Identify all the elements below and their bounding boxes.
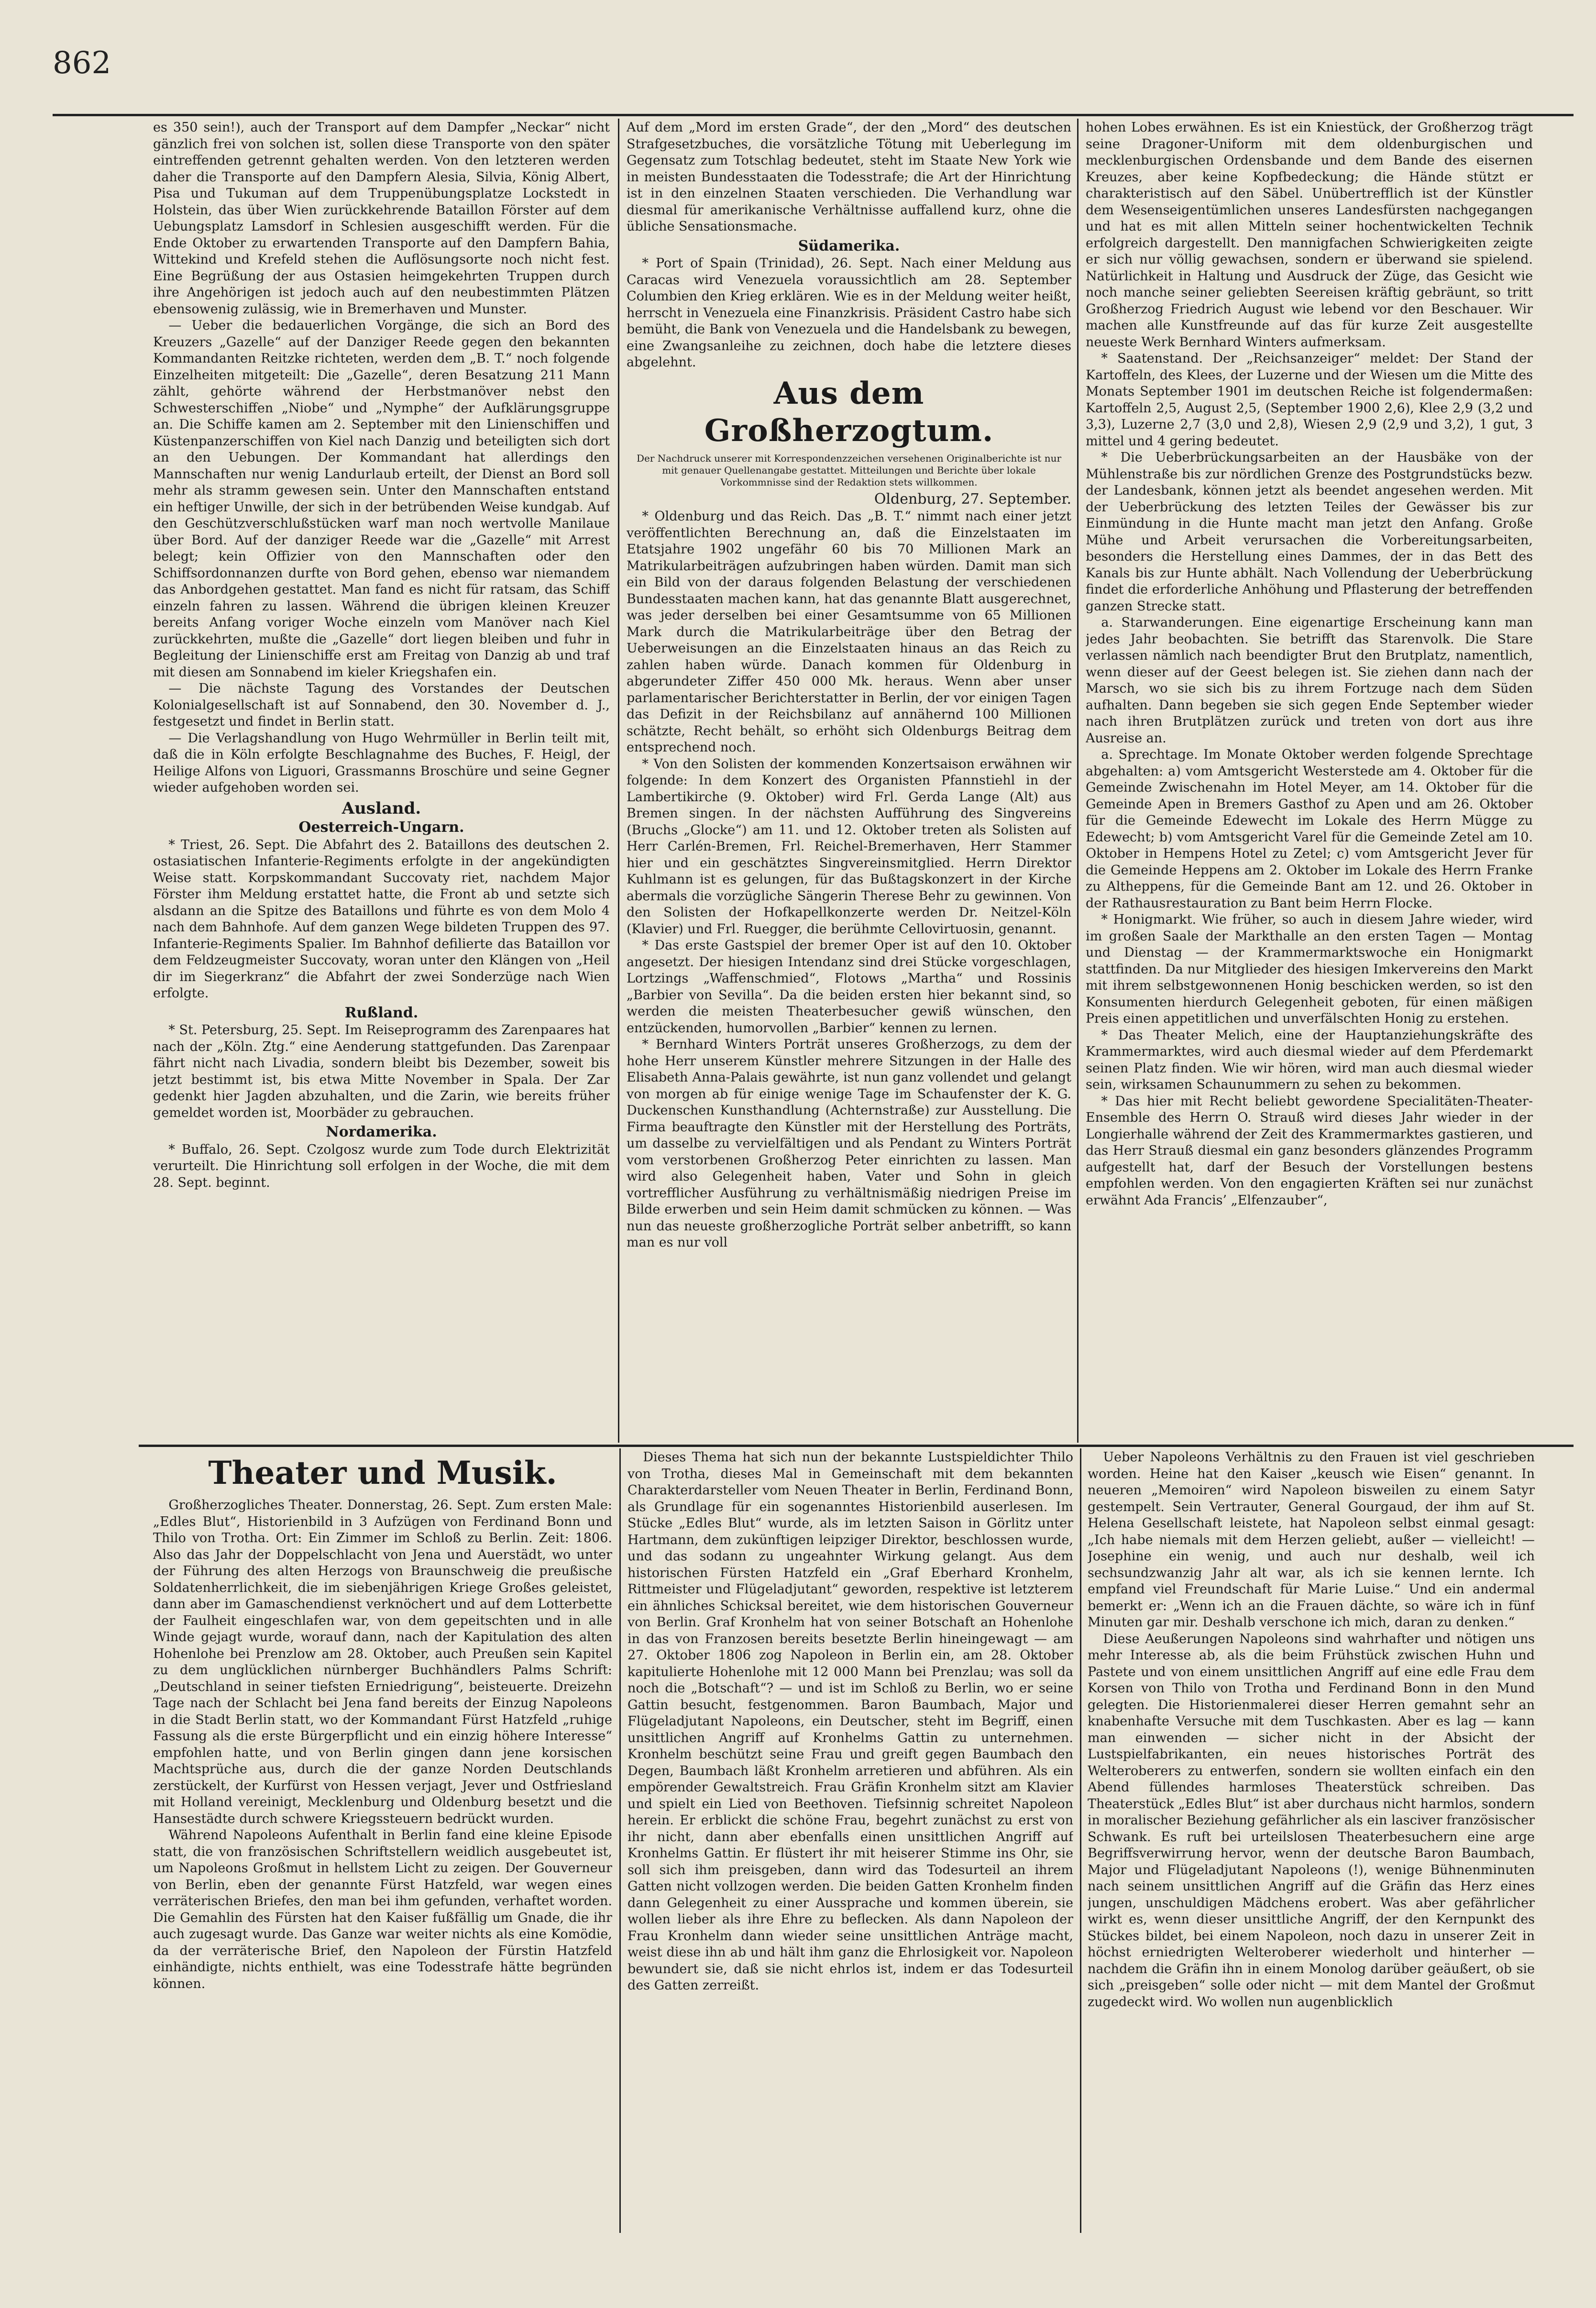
section-heading: Ausland. [341, 798, 421, 818]
article-text: Diese Aeußerungen Napoleons sind wahrhafter und nötigen uns mehr Interesse ab, als die beim Frühstück zwischen Huhn und Pastete und von einem unsittlichen Angriff auf eine edle Frau dem Korsen von Thilo von Trotha und Ferdinand Bonn in den Mund gelegten. Die Historienmalerei dieser Herren gemahnt sehr an knabenhafte Versuche mit dem Tuschkasten. Aber es lag — kann man einwenden — sicher nicht in der Absicht der Lustspielfabrikanten, ein neues historisches Porträt des Welteroberers zu entwerfen, sondern sie wollten einfach ein den Abend füllendes harmloses Theaterstück schreiben. Das Theaterstück „Edles Blut“ ist aber durchaus nicht harmlos, sondern in moralischer Beziehung gefährlicher als ein lasciver französischer Schwank. Es ruft bei urteilslosen Theaterbesuchern eine arge Begriffsverwirrung hervor, wenn der deutsche Baron Baumbach, Major und Flügeladjutant Napoleons (!), wenige Bühnenminuten nach seinem unsittlichen Angriff auf die Gräfin das Herz eines jungen, unschuldigen Mädchens erobert. Was aber gefährlicher wirkt es, wenn dieser unsittliche Angriff, der den Kernpunkt des Stückes bildet, bei einem Napoleon, noch dazu in unserer Zeit in höchst erniedrigten Welteroberer wiederholt und hinterher — nachdem die Gräfin ihn in einem Monolog darüber geäußert, ob sie sich „preisgeben“ solle oder nicht — mit dem Mantel der Großmut zugedeckt wird. Wo wollen nun augenblicklich [1088, 1631, 1535, 2010]
article-text: Dieses Thema hat sich nun der bekannte Lustspieldichter Thilo von Trotha, dieses Mal in Gemeinschaft mit dem bekannten Charakterdarsteller vom Neuen Theater in Berlin, Ferdinand Bonn, als Grundlage für ein sogenanntes Historienbild auserlesen. Im Stücke „Edles Blut“ wurde, als im letzten Saison in Görlitz unter Hartmann, dem zukünftigen leipziger Direktor, beschlossen wurde, und das sodann zu ungeahnter Wirkung gelangt. Aus dem historischen Fürsten Hatzfeld ein „Graf Eberhard Kronhelm, Rittmeister und Flügeladjutant“ geworden, respektive ist letzterem ein ähnliches Schicksal bereitet, wie dem historischen Gouverneur von Berlin. Graf Kronhelm hat von seiner Botschaft an Hohenlohe in das von Franzosen bereits besetzte Berlin hineingewagt — am 27. Oktober 1806 zog Napoleon in Berlin ein, am 28. Oktober kapitulierte Hohenlohe mit 12 000 Mann bei Prenzlau; was soll da noch die „Botschaft“? — und ist im Schloß zu Berlin, wo er seine Gattin besucht, festgenommen. Baron Baumbach, Major und Flügeladjutant Napoleons, ein Deutscher, steht im Begriff, einen unsittlichen Angriff auf Kronhelms Gattin zu unternehmen. Kronhelm beschützt seine Frau und greift gegen Baumbach den Degen, Baumbach läßt Kronhelm arretieren und abführen. Als ein empörender Gewaltstreich. Frau Gräfin Kronhelm sitzt am Klavier und spielt ein Lied von Beethoven. Tiefsinnig schreitet Napoleon herein. Er erblickt die schöne Frau, begehrt zunächst zu erst von ihr nicht, dann aber ebenfalls einen unsittlichen Angriff auf Kronhelms Gattin. Er flüstert ihr mit heiserer Stimme ins Ohr, sie soll sich ihm preisgeben, dann wird das Todesurteil an ihrem Gatten nicht vollzogen werden. Die beiden Gatten Kronhelm finden dann Gelegenheit zu einer Aussprache und kommen überein, sie wollen lieber als ihre Ehre zu beflecken. Als dann Napoleon der Frau Kronhelm dann wieder seine unsittlichen Anträge macht, weist diese ihn ab und hält ihm ganz die Ehrlosigkeit vor. Napoleon bewundert sie, daß sie nicht ehrlos ist, indem er das Todesurteil des Gatten zerreißt. [627, 1450, 1073, 1993]
news-item: * Die Ueberbrückungsarbeiten an der Hausbäke von der Mühlenstraße bis zur nördlichen Grenze des Postgrundstücks bezw. der Landesbank, können jetzt als beendet angesehen werden. Mit der Ueberbrückung des letzten Teiles der Gewässer bis zur Einmündung in die Hunte macht man jetzt den Anfang. Große Mühe und Arbeit verursachen die Vorbereitungsarbeiten, besonders die Herstellung eines Dammes, der in das Bett des Kanals bis zur Hunte abhält. Nach Vollendung der Ueberbrückung findet die erforderliche Anhöhung und Pflasterung der betreffenden ganzen Strecke statt. [1086, 450, 1533, 614]
news-item: * St. Petersburg, 25. Sept. Im Reiseprogramm des Zarenpaares hat nach der „Köln. Ztg.“ eine Aenderung stattgefunden. Das Zarenpaar fährt nicht nach Livadia, sondern bleibt bis Dezember, soweit bis jetzt bestimmt ist, bis etwa Mitte November in Spala. Der Zar gedenkt hier Jagden abzuhalten, und die Zarin, wie bereits früher gemeldet worden ist, Moorbäder zu gebrauchen. [153, 1023, 610, 1120]
bottom-column-2 [627, 1449, 1073, 2234]
subsection-heading: Oesterreich-Ungarn. [298, 819, 464, 836]
column-rule-bottom-2 [1080, 1448, 1081, 2233]
page-number: 862 [53, 45, 111, 81]
column-rule-bottom-1 [619, 1448, 621, 2233]
bottom-column-1 [153, 1449, 612, 2234]
news-item: a. Sprechtage. Im Monate Oktober werden folgende Sprechtage abgehalten: a) vom Amtsgericht Westerstede am 4. Oktober für die Gemeinde Zwischenahn im Hotel Meyer, am 14. Oktober für die Gemeinde Apen in Bremers Gasthof zu Apen und am 26. Oktober für die Gemeinde Edewecht im Lokale des Herrn Mügge zu Edewecht; b) vom Amtsgericht Varel für die Gemeinde Zetel am 10. Oktober in Hempens Hotel zu Zetel; c) vom Amtsgericht Jever für die Gemeinde Heppens am 2. Oktober im Lokale des Herrn Franke zu Altheppens, für die Gemeinde Bant am 12. und 26. Oktober in der Rathausrestauration zu Bant beim Herrn Flocke. [1086, 747, 1533, 911]
article-text: es 350 sein!), auch der Transport auf dem Dampfer „Neckar“ nicht gänzlich frei von solchen ist, sollen diese Transporte von den später eintreffenden getrennt gehalten werden. Von den letzteren werden daher die Transporte auf den Dampfern Alesia, Silvia, König Albert, Pisa und Tukuman auf dem Truppenübungsplatze Lockstedt in Holstein, das über Wien zurückkehrende Bataillon Förster auf dem Uebungsplatz Lamsdorf in Schlesien ausgeschifft werden. Für die Ende Oktober zu erwartenden Transporte auf den Dampfern Bahia, Wittekind und Krefeld stehen die Auflösungsorte noch nicht fest. Eine Begrüßung der aus Ostasien heimgekehrten Truppen durch ihre Angehörigen ist jedoch auch auf den neubestimmten Plätzen ebensowenig zulässig, wie in Bremerhaven und Munster. [153, 120, 610, 317]
article-text: Ueber Napoleons Verhältnis zu den Frauen ist viel geschrieben worden. Heine hat den Kaiser „keusch wie Eisen“ genannt. In neueren „Memoiren“ wird Napoleon bisweilen zu einem Satyr gestempelt. Sein Vertrauter, General Gourgaud, der ihm auf St. Helena Gesellschaft leistete, hat Napoleon selbst einmal gesagt: „Ich habe niemals mit dem Herzen geliebt, außer — vielleicht! — Josephine ein wenig, und auch nur deshalb, weil ich sechsundzwanzig Jahr alt war, als ich sie kennen lernte. Ich empfand viel Freundschaft für Marie Luise.“ Und ein andermal bemerkt er: „Wenn ich an die Frauen dächte, so wäre ich in fünf Minuten gar mir. Deshalb verschone ich mich, daran zu denken.“ [1088, 1450, 1535, 1630]
news-item: * Von den Solisten der kommenden Konzertsaison erwähnen wir folgende: In dem Konzert des Organisten Pfannstiehl in der Lambertikirche (9. Oktober) wird Frl. Gerda Lange (Alt) aus Bremen singen. In der nächsten Aufführung des Singvereins (Bruchs „Glocke“) am 11. und 12. Oktober treten als Solisten auf Herr Carlén-Bremen, Frl. Reichel-Bremerhaven, Herr Stammer hier und ein geschätztes Singvereinsmitglied. Herrn Direktor Kuhlmann ist es gelungen, für das Bußtagskonzert in der Kirche abermals die vorzügliche Sängerin Therese Behr zu gewinnen. Von den Solisten der Hofkapellkonzerte werden Dr. Neitzel-Köln (Klavier) und Frl. Ruegger, die berühmte Cellovirtuosin, genannt. [627, 756, 1071, 937]
top-column-1 [153, 120, 610, 1440]
subsection-heading: Südamerika. [798, 237, 900, 254]
news-item: * Triest, 26. Sept. Die Abfahrt des 2. Bataillons des deutschen 2. ostasiatischen Infanterie-Regiments erfolgte in der angekündigten Weise statt. Korpskommandant Succovaty riet, nachdem Major Förster ihm Meldung erstattet hatte, die Front ab und setzte sich alsdann an die Spitze des Bataillons und führte es von dem Molo 4 nach dem Bahnhofe. Auf dem ganzen Wege bildeten Truppen des 97. Infanterie-Regiments Spalier. Im Bahnhof defilierte das Bataillon vor dem Feldzeugmeister Succovaty, woran unter den Klängen von „Heil dir im Siegerkranz“ die Abfahrt der zwei Sonderzüge nach Wien erfolgte. [153, 837, 610, 1001]
subsection-heading: Rußland. [344, 1004, 418, 1021]
header-rule [53, 114, 1574, 116]
article-text: Großherzogliches Theater. Donnerstag, 26. Sept. Zum ersten Male: „Edles Blut“, Historienbild in 3 Aufzügen von Ferdinand Bonn und Thilo von Trotha. Ort: Ein Zimmer im Schloß zu Berlin. Zeit: 1806. Also das Jahr der Doppelschlacht von Jena und Auerstädt, wo unter der Führung des alten Herzogs von Braunschweig die preußische Soldatenherrlichkeit, die im siebenjährigen Kriege Großes geleistet, dann aber im Gamaschendienst verknöchert und auf dem Lotterbette der Faulheit eingeschlafen war, von dem gepeitschten und in alle Winde gejagt wurde, worauf dann, nach der Kapitulation des alten Hohenlohe bei Prenzlow am 28. Oktober, auch Preußen sein Kapitel zu dem unglücklichen nürnberger Buchhändlers Palms Schrift: „Deutschland in seiner tiefsten Erniedrigung“, beisteuerte. Dreizehn Tage nach der Schlacht bei Jena fand bereits der Einzug Napoleons in die Stadt Berlin statt, wo der Kommandant Fürst Hatzfeld „ruhige Fassung als die erste Bürgerpflicht und ein einzig höhere Interesse“ empfohlen hatte, und von Berlin gingen dann jene korsischen Machtsprüche aus, durch die der ganze Norden Deutschlands zerstückelt, der Kurfürst von Hessen verjagt, Jever und Ostfriesland mit Holland vereinigt, Mecklenburg und Oldenburg besetzt und die Hansestädte durch schwere Kriegssteuern bedrückt wurden. [153, 1498, 612, 1826]
news-item: * Oldenburg und das Reich. Das „B. T.“ nimmt nach einer jetzt veröffentlichten Berechnung an, daß die Einzelstaaten im Etatsjahre 1902 ungefähr 60 bis 70 Millionen Mark an Matrikularbeiträgen aufzubringen haben würden. Damit man sich ein Bild von der daraus folgenden Belastung der verschiedenen Bundesstaaten machen kann, hat das genannte Blatt ausgerechnet, was jeder derselben bei einer Gesamtsumme von 65 Millionen Mark durch die Matrikularbeiträge über den Betrag der Ueberweisungen an die Einzelstaaten hinaus an das Reich zu zahlen haben würde. Danach kommen für Oldenburg in abgerundeter Ziffer 450 000 Mk. heraus. Wenn aber unser parlamentarischer Berichterstatter in Berlin, der vor einigen Tagen das Defizit in der Reichsbilanz auf annähernd 100 Millionen schätzte, Recht behält, so erhöht sich Oldenburgs Beitrag dem entsprechend noch. [627, 509, 1071, 755]
section-rule [139, 1445, 1574, 1447]
news-item: * Saatenstand. Der „Reichsanzeiger“ meldet: Der Stand der Kartoffeln, des Klees, der Luzerne und der Wiesen um die Mitte des Monats September 1901 im deutschen Reiche ist folgendermaßen: Kartoffeln 2,5, August 2,5, (September 1900 2,6), Klee 2,9 (3,2 und 3,3), Luzerne 2,7 (3,0 und 2,8), Wiesen 2,9 (2,9 und 3,2), 1 gut, 3 mittel und 4 gering bedeutet. [1086, 351, 1533, 449]
section-heading-theater: Theater und Musik. [208, 1454, 557, 1491]
news-item: * Das erste Gastspiel der bremer Oper ist auf den 10. Oktober angesetzt. Der hiesigen Intendanz sind drei Stücke vorgeschlagen, Lortzings „Waffenschmied“, Flotows „Martha“ und Rossinis „Barbier von Sevilla“. Da die beiden ersten hier bekannt sind, so werden die meisten Theaterbesucher gewiß wünschen, den entzückenden, humorvollen „Barbier“ kennen zu lernen. [627, 938, 1071, 1036]
bottom-column-3 [1088, 1449, 1535, 2234]
news-item: * Bernhard Winters Porträt unseres Großherzogs, zu dem der hohe Herr unserem Künstler mehrere Sitzungen in der Halle des Elisabeth Anna-Palais gewährte, ist nun ganz vollendet und gelangt von morgen ab für einige wenige Tage im Schaufenster der K. G. Duckenschen Kunsthandlung (Achternstraße) zur Ausstellung. Die Firma beauftragte den Künstler mit der Herstellung des Porträts, um dasselbe zu vervielfältigen und als Pendant zu Winters Porträt vom verstorbenen Großherzog Peter einrichten zu lassen. Man wird also Gelegenheit haben, Vater und Sohn in gleich vortrefflicher Ausführung zu verhältnismäßig niedrigen Preise im Bilde erwerben und sein Heim damit schmücken zu können. — Was nun das neueste großherzogliche Porträt selber anbetrifft, so kann man es nur voll [627, 1037, 1071, 1250]
news-item: * Das Theater Melich, eine der Hauptanziehungskräfte des Krammermarktes, wird auch diesmal wieder auf dem Pferdemarkt seinen Platz finden. Wie wir hören, wird man auch diesmal wieder sein, wirksamen Schaunummern zu sehen zu bekommen. [1086, 1027, 1533, 1092]
top-column-2 [627, 120, 1071, 1440]
news-item: a. Starwanderungen. Eine eigenartige Erscheinung kann man jedes Jahr beobachten. Sie betrifft das Starenvolk. Die Stare verlassen nämlich nach beendigter Brut den Brutplatz, namentlich, wenn dieser auf der Geest belegen ist. Sie ziehen dann nach der Marsch, wo sie sich bis zu ihrem Fortzuge nach dem Süden aufhalten. Dann begeben sie sich gegen Ende September wieder nach ihren Brutplätzen zurück und treten von dort aus ihre Ausreise an. [1086, 615, 1533, 746]
news-item: * Das hier mit Recht beliebt gewordene Specialitäten-Theater-Ensemble des Herrn O. Strauß wird dieses Jahr wieder in der Longierhalle während der Zeit des Krammermarktes gastieren, und das Herr Strauß diesmal ein ganz besonders glänzendes Programm aufgestellt hat, darf der Besuch der Vorstellungen bestens empfohlen werden. Von den engagierten Kräften sei nur zunächst erwähnt Ada Francis’ „Elfenzauber“, [1086, 1093, 1533, 1208]
top-column-3 [1086, 120, 1533, 1440]
article-text: — Die nächste Tagung des Vorstandes der Deutschen Kolonialgesellschaft ist auf Sonnabend, den 30. November d. J., festgesetzt und findet in Berlin statt. [153, 681, 610, 729]
news-item: * Honigmarkt. Wie früher, so auch in diesem Jahre wieder, wird im großen Saale der Markthalle an den ersten Tagen — Montag und Dienstag — der Krammermarktswoche ein Honigmarkt stattfinden. Da nur Mitglieder des hiesigen Imkervereins den Markt mit ihrem selbstgewonnenen Honig beschicken werden, so ist den Konsumenten hierdurch Gelegenheit geboten, für einen mäßigen Preis einen appetitlichen und unverfälschten Honig zu erstehen. [1086, 912, 1533, 1026]
news-item: * Port of Spain (Trinidad), 26. Sept. Nach einer Meldung aus Caracas wird Venezuela voraussichtlich am 28. September Columbien den Krieg erklären. Wie es in der Meldung weiter heißt, herrscht in Venezuela eine Finanzkrisis. Präsident Castro habe sich bemüht, die Bank von Venezuela und die Handelsbank zu bewegen, eine Zwangsanleihe zu zeichnen, doch habe die letztere dieses abgelehnt. [627, 256, 1071, 370]
column-rule-top-1 [618, 119, 619, 1443]
column-rule-top-2 [1077, 119, 1079, 1443]
article-text: — Die Verlagshandlung von Hugo Wehrmüller in Berlin teilt mit, daß die in Köln erfolgte Beschlagnahme des Buches, F. Heigl, der Heilige Alfons von Liguori, Grassmanns Broschüre und seine Gegner wieder aufgehoben worden sei. [153, 730, 610, 795]
article-text: — Ueber die bedauerlichen Vorgänge, die sich an Bord des Kreuzers „Gazelle“ auf der Danziger Reede gegen den bekannten Kommandanten Reitzke richteten, werden dem „B. T.“ noch folgende Einzelheiten mitgeteilt: Die „Gazelle“, deren Besatzung 211 Mann zählt, gehörte während der Herbstmanöver nebst den Schwesterschiffen „Niobe“ und „Nymphe“ der Aufklärungsgruppe an. Die Schiffe kamen am 2. September mit den Linienschiffen und Küstenpanzerschiffen von Kiel nach Danzig und beteiligten sich dort an den Uebungen. Der Kommandant hat allerdings den Mannschaften nur wenig Landurlaub erteilt, der Dienst an Bord soll mehr als stramm gewesen sein. Unter den Mannschaften entstand ein heftiger Unwille, der sich in der betrübenden Weise kundgab. Auf den Geschützverschlußstücken warf man noch wertvolle Manilaue über Bord. Auf der danziger Reede war die „Gazelle“ mit Arrest belegt; kein Offizier von den Mannschaften oder den Schiffsordonnanzen durfte von Bord gehen, ebenso war niemandem das Anbordgehen gestattet. Man fand es nicht für ratsam, das Schiff einzeln fahren zu lassen. Während die übrigen kleinen Kreuzer bereits Anfang voriger Woche einzeln vom Manöver nach Kiel zurückkehrten, mußte die „Gazelle“ dort liegen bleiben und fuhr in Begleitung der Linienschiffe erst am Freitag von Danzig ab und traf mit diesen am Sonnabend im kieler Kriegshafen ein. [153, 318, 610, 680]
article-text: Während Napoleons Aufenthalt in Berlin fand eine kleine Episode statt, die von französischen Schriftstellern weidlich ausgebeutet ist, um Napoleons Großmut in hellstem Licht zu zeigen. Der Gouverneur von Berlin, eben der genannte Fürst Hatzfeld, war wegen eines verräterischen Briefes, den man bei ihm gefunden, verhaftet worden. Die Gemahlin des Fürsten hat den Kaiser fußfällig um Gnade, die ihr auch zugesagt wurde. Das Ganze war weiter nichts als eine Komödie, da der verräterische Brief, den Napoleon der Fürstin Hatzfeld einhändigte, nichts enthielt, was eine Todesstrafe hätte begründen können. [153, 1828, 612, 1991]
subsection-heading: Nordamerika. [326, 1124, 437, 1140]
reprint-note: Der Nachdruck unserer mit Korrespondenzzeichen versehenen Originalberichte ist nur mit genauer Quellenangabe gestattet. Mitteilungen und Berichte über lokale Vorkommnisse sind der Redaktion stets willkommen. [636, 452, 1062, 488]
section-heading-grossherzogtum: Aus dem Großherzogtum. [704, 375, 994, 449]
dateline: Oldenburg, 27. September. [874, 490, 1071, 508]
article-text: hohen Lobes erwähnen. Es ist ein Kniestück, der Großherzog trägt seine Dragoner-Uniform mit dem oldenburgischen und mecklenburgischen Ordensbande und dem Bande des eisernen Kreuzes, aber keine Kopfbedeckung; die Hände stützt er charakteristisch auf den Säbel. Unübertrefflich ist der Künstler dem Wesenseigentümlichen unseres Landesfürsten nachgegangen und hat es mit allen Mitteln seiner hochentwickelten Technik erfolgreich dargestellt. Den mannigfachen Schwierigkeiten zeigte er sich nur völlig gewachsen, sondern er überwand sie spielend. Natürlichkeit in Haltung und Ausdruck der Züge, das Gesicht wie noch manche seiner geliebten Seereisen kräftig gebräunt, so tritt Großherzog Friedrich August wie lebend vor den Beschauer. Wir machen alle Kunstfreunde auf das für kurze Zeit ausgestellte neueste Werk Bernhard Winters aufmerksam. [1086, 120, 1533, 350]
article-text: Auf dem „Mord im ersten Grade“, der den „Mord“ des deutschen Strafgesetzbuches, die vorsätzliche Tötung mit Ueberlegung im Gegensatz zum Totschlag bedeutet, steht im Staate New York wie in meisten Bundesstaaten die Todesstrafe; die Art der Hinrichtung ist in den einzelnen Staaten verschieden. Die Verhandlung war diesmal für amerikanische Verhältnisse auffallend kurz, ohne die übliche Sensationsmache. [627, 120, 1071, 234]
news-item: * Buffalo, 26. Sept. Czolgosz wurde zum Tode durch Elektrizität verurteilt. Die Hinrichtung soll erfolgen in der Woche, die mit dem 28. Sept. beginnt. [153, 1142, 610, 1190]
